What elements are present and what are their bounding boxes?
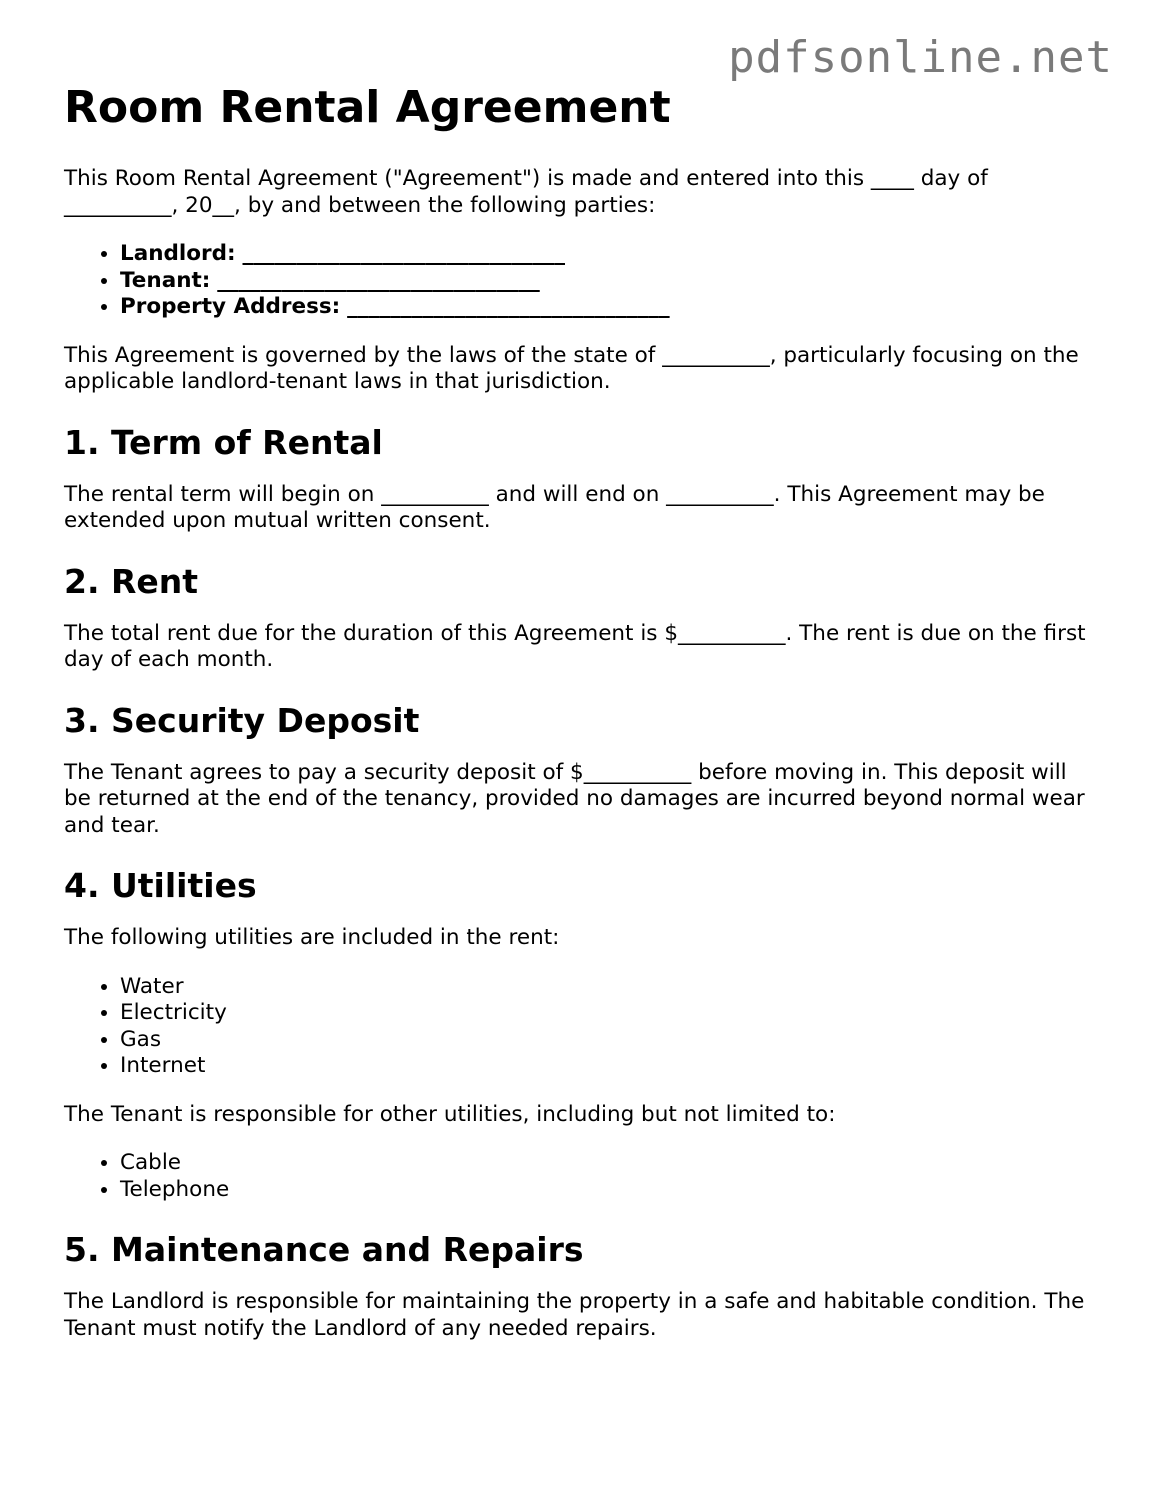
party-blank: ______________________________	[347, 294, 670, 319]
watermark: pdfsonline.net	[728, 32, 1113, 83]
utilities-included-list	[64, 974, 1094, 1080]
document-title: Room Rental Agreement	[64, 82, 671, 133]
utilities-included-intro: The following utilities are included in the rent:	[64, 925, 560, 950]
section-heading-term: 1. Term of Rental	[64, 422, 383, 462]
document-page	[64, 80, 1094, 1364]
section-heading-deposit: 3. Security Deposit	[64, 700, 420, 740]
section-text-rent: The total rent due for the duration of this Agreement is $__________. The rent is due on the first day of each month.	[64, 620, 1086, 672]
section-text-deposit: The Tenant agrees to pay a security deposit of $__________ before moving in. This deposit will be returned at the end of the tenancy, provided no damages are incurred beyond normal wear and tear.	[64, 759, 1085, 838]
list-item: • Water	[120, 974, 1094, 1001]
list-item: • Gas	[120, 1027, 1094, 1054]
list-item: • Telephone	[120, 1177, 1094, 1204]
section-text-maintenance: The Landlord is responsible for maintaining the property in a safe and habitable condition. The Tenant must notify the Landlord of any needed repairs.	[64, 1289, 1085, 1341]
section-heading-utilities: 4. Utilities	[64, 866, 257, 905]
list-item: • Cable	[120, 1150, 1094, 1177]
party-blank: ______________________________	[217, 267, 540, 293]
governing-law-paragraph: This Agreement is governed by the laws of the state of __________, particularly focusing on the applicable landlord-tenant laws in that jurisdiction.	[64, 342, 1079, 394]
section-text-term: The rental term will begin on __________ and will end on __________. This Agreement may be extended upon mutual written consent.	[64, 481, 1045, 533]
section-heading-rent: 2. Rent	[64, 561, 199, 601]
parties-list	[64, 241, 1094, 321]
utilities-tenant-intro: The Tenant is responsible for other utilities, including but not limited to:	[64, 1101, 836, 1127]
party-label: Tenant:	[120, 267, 211, 293]
party-landlord	[120, 241, 1094, 268]
intro-paragraph: This Room Rental Agreement ("Agreement") is made and entered into this ____ day of __________, 20__, by and between the following parties:	[64, 166, 988, 218]
utilities-tenant-list	[64, 1150, 1094, 1203]
section-heading-maintenance: 5. Maintenance and Repairs	[64, 1230, 584, 1269]
party-label: Landlord:	[120, 241, 236, 266]
party-property-address	[120, 294, 1094, 321]
list-item: • Electricity	[120, 1000, 1094, 1027]
party-label: Property Address:	[120, 294, 341, 319]
list-item: • Internet	[120, 1053, 1094, 1080]
party-blank: ______________________________	[242, 241, 565, 266]
party-tenant	[120, 268, 1094, 295]
